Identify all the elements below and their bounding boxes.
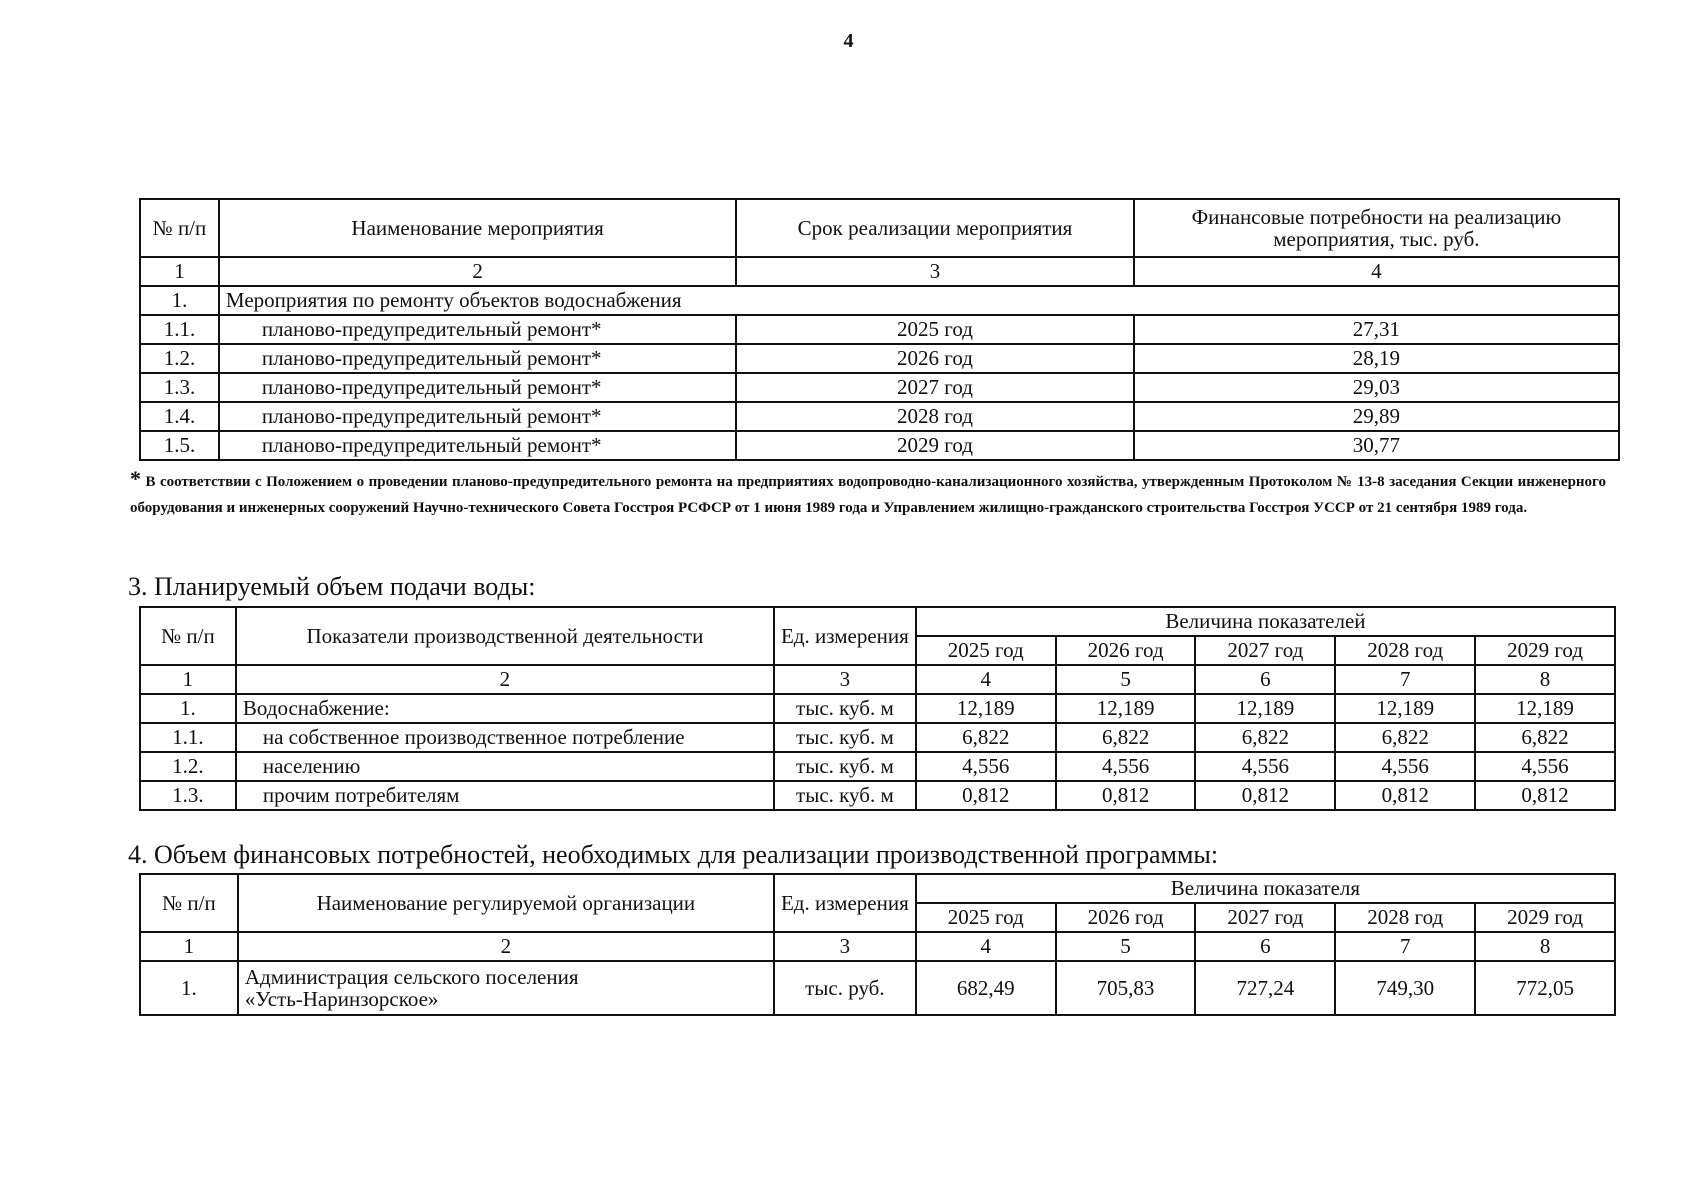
row-term: 2026 год	[736, 344, 1133, 373]
row-value: 0,812	[1335, 781, 1475, 810]
header-year: 2026 год	[1056, 636, 1196, 665]
header-year: 2026 год	[1056, 903, 1196, 932]
col-number: 8	[1475, 665, 1615, 694]
table-row	[140, 694, 1615, 723]
row-term: 2027 год	[736, 373, 1133, 402]
col-number: 4	[916, 932, 1056, 961]
header-indicator: Показатели производственной деятельности	[236, 607, 774, 665]
col-number: 8	[1475, 932, 1615, 961]
row-value: 28,19	[1134, 344, 1619, 373]
row-unit: тыс. руб.	[774, 961, 916, 1015]
header-term: Срок реализации мероприятия	[736, 199, 1133, 257]
header-year: 2027 год	[1195, 903, 1335, 932]
group-row	[140, 286, 1619, 315]
row-value: 6,822	[1475, 723, 1615, 752]
header-org: Наименование регулируемой организации	[238, 874, 774, 932]
row-unit: тыс. куб. м	[774, 752, 916, 781]
col-number: 1	[140, 932, 238, 961]
row-num: 1.4.	[140, 402, 219, 431]
row-num: 1.	[140, 694, 236, 723]
table-row	[140, 781, 1615, 810]
header-year: 2028 год	[1335, 903, 1475, 932]
row-num: 1.1.	[140, 315, 219, 344]
row-value: 749,30	[1335, 961, 1475, 1015]
row-term: 2025 год	[736, 315, 1133, 344]
table-header-row	[140, 199, 1619, 257]
header-year: 2025 год	[916, 636, 1056, 665]
header-year: 2027 год	[1195, 636, 1335, 665]
table-header-row	[140, 874, 1615, 903]
header-num: № п/п	[140, 199, 219, 257]
col-number: 4	[916, 665, 1056, 694]
row-name: прочим потребителям	[236, 781, 774, 810]
row-value: 4,556	[1056, 752, 1196, 781]
table-row	[140, 315, 1619, 344]
table-row	[140, 752, 1615, 781]
row-value: 6,822	[1056, 723, 1196, 752]
section3-title: 3. Планируемый объем подачи воды:	[128, 572, 536, 601]
row-value: 6,822	[1335, 723, 1475, 752]
row-value: 4,556	[1335, 752, 1475, 781]
column-number-row	[140, 257, 1619, 286]
row-num: 1.2.	[140, 752, 236, 781]
footnote	[130, 466, 1606, 521]
group-name: Мероприятия по ремонту объектов водоснабжения	[219, 286, 1619, 315]
row-value: 27,31	[1134, 315, 1619, 344]
row-unit: тыс. куб. м	[774, 694, 916, 723]
row-value: 0,812	[1056, 781, 1196, 810]
table-row	[140, 402, 1619, 431]
header-unit: Ед. измерения	[774, 607, 916, 665]
row-term: 2028 год	[736, 402, 1133, 431]
row-value: 29,03	[1134, 373, 1619, 402]
header-num: № п/п	[140, 607, 236, 665]
column-number-row	[140, 932, 1615, 961]
table-row	[140, 344, 1619, 373]
header-year: 2028 год	[1335, 636, 1475, 665]
header-year: 2029 год	[1475, 636, 1615, 665]
row-org	[238, 961, 774, 1015]
row-num: 1.	[140, 961, 238, 1015]
row-value: 12,189	[1195, 694, 1335, 723]
row-name: планово-предупредительный ремонт*	[219, 431, 736, 460]
row-value: 30,77	[1134, 431, 1619, 460]
row-name: планово-предупредительный ремонт*	[219, 402, 736, 431]
table-row	[140, 373, 1619, 402]
row-value: 12,189	[1335, 694, 1475, 723]
col-number: 2	[236, 665, 774, 694]
header-values: Величина показателя	[916, 874, 1615, 903]
row-value: 0,812	[916, 781, 1056, 810]
row-value: 12,189	[1475, 694, 1615, 723]
col-number: 5	[1056, 932, 1196, 961]
row-unit: тыс. куб. м	[774, 781, 916, 810]
col-number: 1	[140, 257, 219, 286]
footnote-text: В соответствии с Положением о проведении планово-предупредительного ремонта на предприятиях водопроводно-канализационного хозяйства, утвержденным Протоколом № 13-8 заседания Секции инженерного оборудования и инженерных сооружений Научно-технического Совета Госстроя РСФСР от 1 июня 1989 года и Управлением жилищно-гражданского строительства Госстроя УССР от 21 сентября 1989 года.	[130, 474, 1606, 516]
row-value: 12,189	[916, 694, 1056, 723]
row-term: 2029 год	[736, 431, 1133, 460]
org-name-line1: Администрация сельского поселения	[244, 964, 579, 989]
col-number: 6	[1195, 665, 1335, 694]
header-values: Величина показателей	[916, 607, 1615, 636]
header-year: 2029 год	[1475, 903, 1615, 932]
col-number: 3	[774, 932, 916, 961]
row-unit: тыс. куб. м	[774, 723, 916, 752]
row-num: 1.5.	[140, 431, 219, 460]
table-header-row	[140, 607, 1615, 636]
row-num: 1.	[140, 286, 219, 315]
row-value: 772,05	[1475, 961, 1615, 1015]
row-num: 1.3.	[140, 781, 236, 810]
row-value: 4,556	[916, 752, 1056, 781]
header-finance: Финансовые потребности на реализацию мероприятия, тыс. руб.	[1134, 199, 1619, 257]
footnote-star: *	[130, 466, 141, 491]
col-number: 2	[238, 932, 774, 961]
table-row	[140, 431, 1619, 460]
row-value: 6,822	[1195, 723, 1335, 752]
header-year: 2025 год	[916, 903, 1056, 932]
header-name: Наименование мероприятия	[219, 199, 736, 257]
row-value: 682,49	[916, 961, 1056, 1015]
row-value: 0,812	[1475, 781, 1615, 810]
org-name-line2: «Усть-Наринзорское»	[244, 987, 439, 1011]
col-number: 7	[1335, 665, 1475, 694]
header-num: № п/п	[140, 874, 238, 932]
col-number: 4	[1134, 257, 1619, 286]
table-row	[140, 723, 1615, 752]
row-value: 4,556	[1195, 752, 1335, 781]
financial-needs-table	[139, 873, 1616, 1016]
row-num: 1.3.	[140, 373, 219, 402]
page-number: 4	[843, 30, 854, 52]
row-name: населению	[236, 752, 774, 781]
row-name: планово-предупредительный ремонт*	[219, 373, 736, 402]
header-unit: Ед. измерения	[774, 874, 916, 932]
row-value: 0,812	[1195, 781, 1335, 810]
col-number: 2	[219, 257, 736, 286]
col-number: 5	[1056, 665, 1196, 694]
row-value: 727,24	[1195, 961, 1335, 1015]
row-value: 6,822	[916, 723, 1056, 752]
row-value: 705,83	[1056, 961, 1196, 1015]
col-number: 3	[736, 257, 1133, 286]
section4-title: 4. Объем финансовых потребностей, необходимых для реализации производственной программы:	[128, 840, 1219, 869]
column-number-row	[140, 665, 1615, 694]
table-row	[140, 961, 1615, 1015]
row-name: на собственное производственное потребление	[236, 723, 774, 752]
row-name: планово-предупредительный ремонт*	[219, 344, 736, 373]
row-name: Водоснабжение:	[236, 694, 774, 723]
water-supply-table	[139, 606, 1616, 811]
col-number: 3	[774, 665, 916, 694]
col-number: 1	[140, 665, 236, 694]
row-num: 1.2.	[140, 344, 219, 373]
row-name: планово-предупредительный ремонт*	[219, 315, 736, 344]
row-num: 1.1.	[140, 723, 236, 752]
row-value: 4,556	[1475, 752, 1615, 781]
col-number: 7	[1335, 932, 1475, 961]
row-value: 29,89	[1134, 402, 1619, 431]
row-value: 12,189	[1056, 694, 1196, 723]
col-number: 6	[1195, 932, 1335, 961]
repair-measures-table	[139, 198, 1620, 461]
